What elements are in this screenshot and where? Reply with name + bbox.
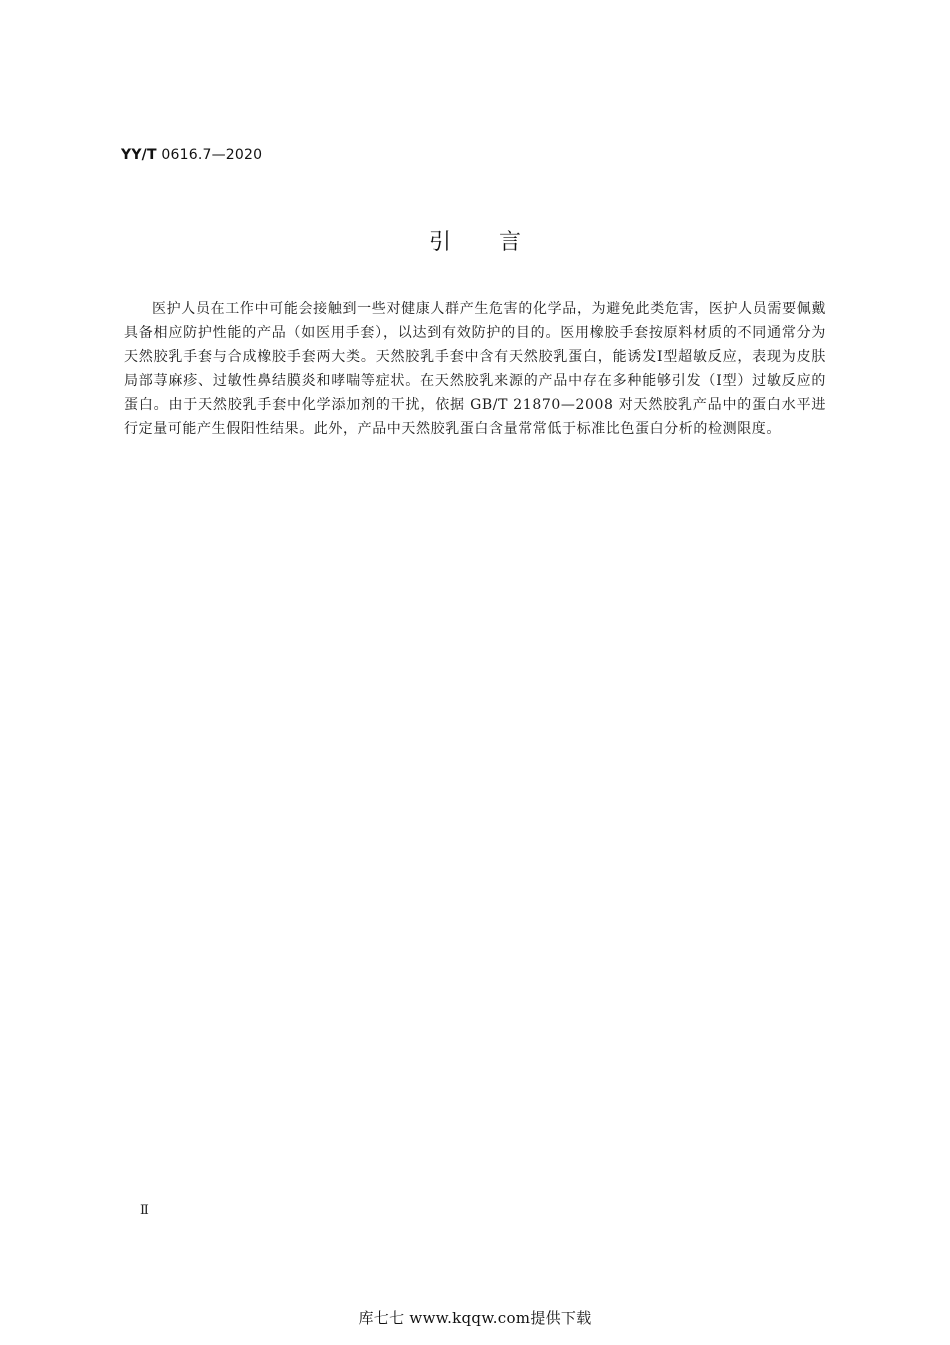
introduction-paragraph: 医护人员在工作中可能会接触到一些对健康人群产生危害的化学品，为避免此类危害，医护人员需要佩戴具备相应防护性能的产品（如医用手套），以达到有效防护的目的。医用橡胶手套按原料材质的不同通常分为天然胶乳手套与合成橡胶手套两大类。天然胶乳手套中含有天然胶乳蛋白，能诱发Ⅰ型超敏反应，表现为皮肤局部荨麻疹、过敏性鼻结膜炎和哮喘等症状。在天然胶乳来源的产品中存在多种能够引发（Ⅰ型）过敏反应的蛋白。由于天然胶乳手套中化学添加剂的干扰，依据 GB/T 21870—2008 对天然胶乳产品中的蛋白水平进行定量可能产生假阳性结果。此外，产品中天然胶乳蛋白含量常常低于标准比色蛋白分析的检测限度。 <box>124 301 826 437</box>
page-number: Ⅱ <box>140 1203 149 1218</box>
section-title: 引言 <box>428 230 569 255</box>
standard-prefix: YY/T <box>121 147 157 163</box>
download-source-watermark: 库七七 www.kqqw.com提供下载 <box>358 1309 592 1327</box>
standard-code <box>121 147 262 163</box>
standard-number: 0616.7—2020 <box>161 147 263 163</box>
